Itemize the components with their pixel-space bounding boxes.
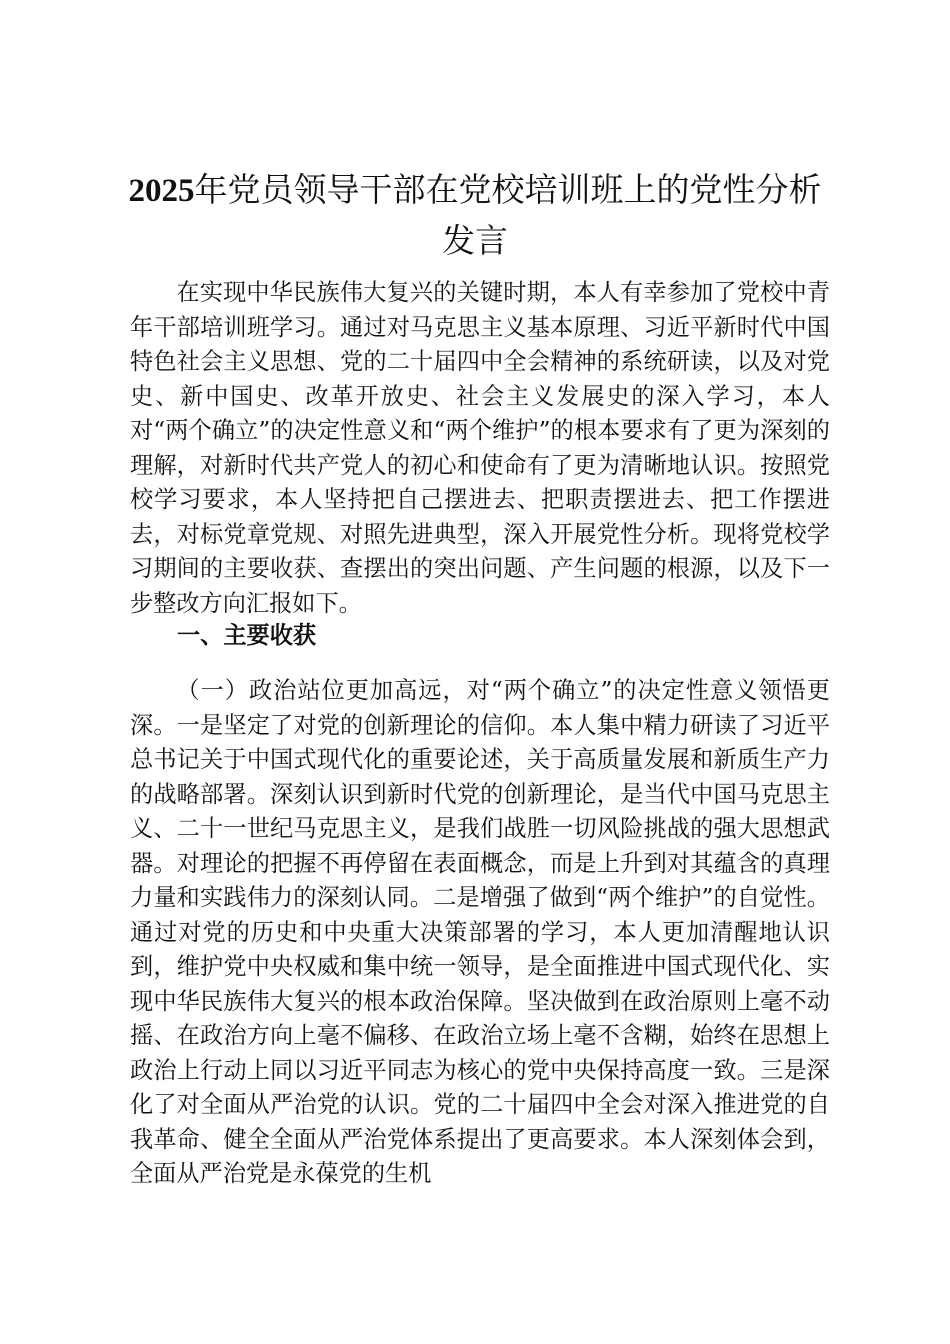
title-text: 年党员领导干部在党校培训班上的党性分析发言 <box>194 170 822 260</box>
subsection-paragraph: （一）政治站位更加高远，对“两个确立”的决定性意义领悟更深。一是坚定了对党的创新理论的信仰。本人集中精力研读了习近平总书记关于中国式现代化的重要论述，关于高质量发展和新质生产力的战略部署。深刻认识到新时代党的创新理论，是当代中国马克思主义、二十一世纪马克思主义，是我们战胜一切风险挑战的强大思想武器。对理论的把握不再停留在表面概念，而是上升到对其蕴含的真理力量和实践伟力的深刻认同。二是增强了做到“两个维护”的自觉性。通过对党的历史和中央重大决策部署的学习，本人更加清醒地认识到，维护党中央权威和集中统一领导，是全面推进中国式现代化、实现中华民族伟大复兴的根本政治保障。坚决做到在政治原则上毫不动摇、在政治方向上毫不偏移、在政治立场上毫不含糊，始终在思想上政治上行动上同以习近平同志为核心的党中央保持高度一致。三是深化了对全面从严治党的认识。党的二十届四中全会对深入推进党的自我革命、健全全面从严治党体系提出了更高要求。本人深刻体会到，全面从严治党是永葆党的生机 <box>130 677 830 1187</box>
title-year: 2025 <box>128 173 195 209</box>
document-title <box>120 165 830 266</box>
section-heading: 一、主要收获 <box>177 622 317 649</box>
intro-paragraph: 在实现中华民族伟大复兴的关键时期，本人有幸参加了党校中青年干部培训班学习。通过对马克思主义基本原理、习近平新时代中国特色社会主义思想、党的二十届四中全会精神的系统研读，以及对党史、新中国史、改革开放史、社会主义发展史的深入学习，本人对“两个确立”的决定性意义和“两个维护”的根本要求有了更为深刻的理解，对新时代共产党人的初心和使命有了更为清晰地认识。按照党校学习要求，本人坚持把自己摆进去、把职责摆进去、把工作摆进去，对标党章党规、对照先进典型，深入开展党性分析。现将党校学习期间的主要收获、查摆出的突出问题、产生问题的根源，以及下一步整改方向汇报如下。 <box>130 279 830 617</box>
